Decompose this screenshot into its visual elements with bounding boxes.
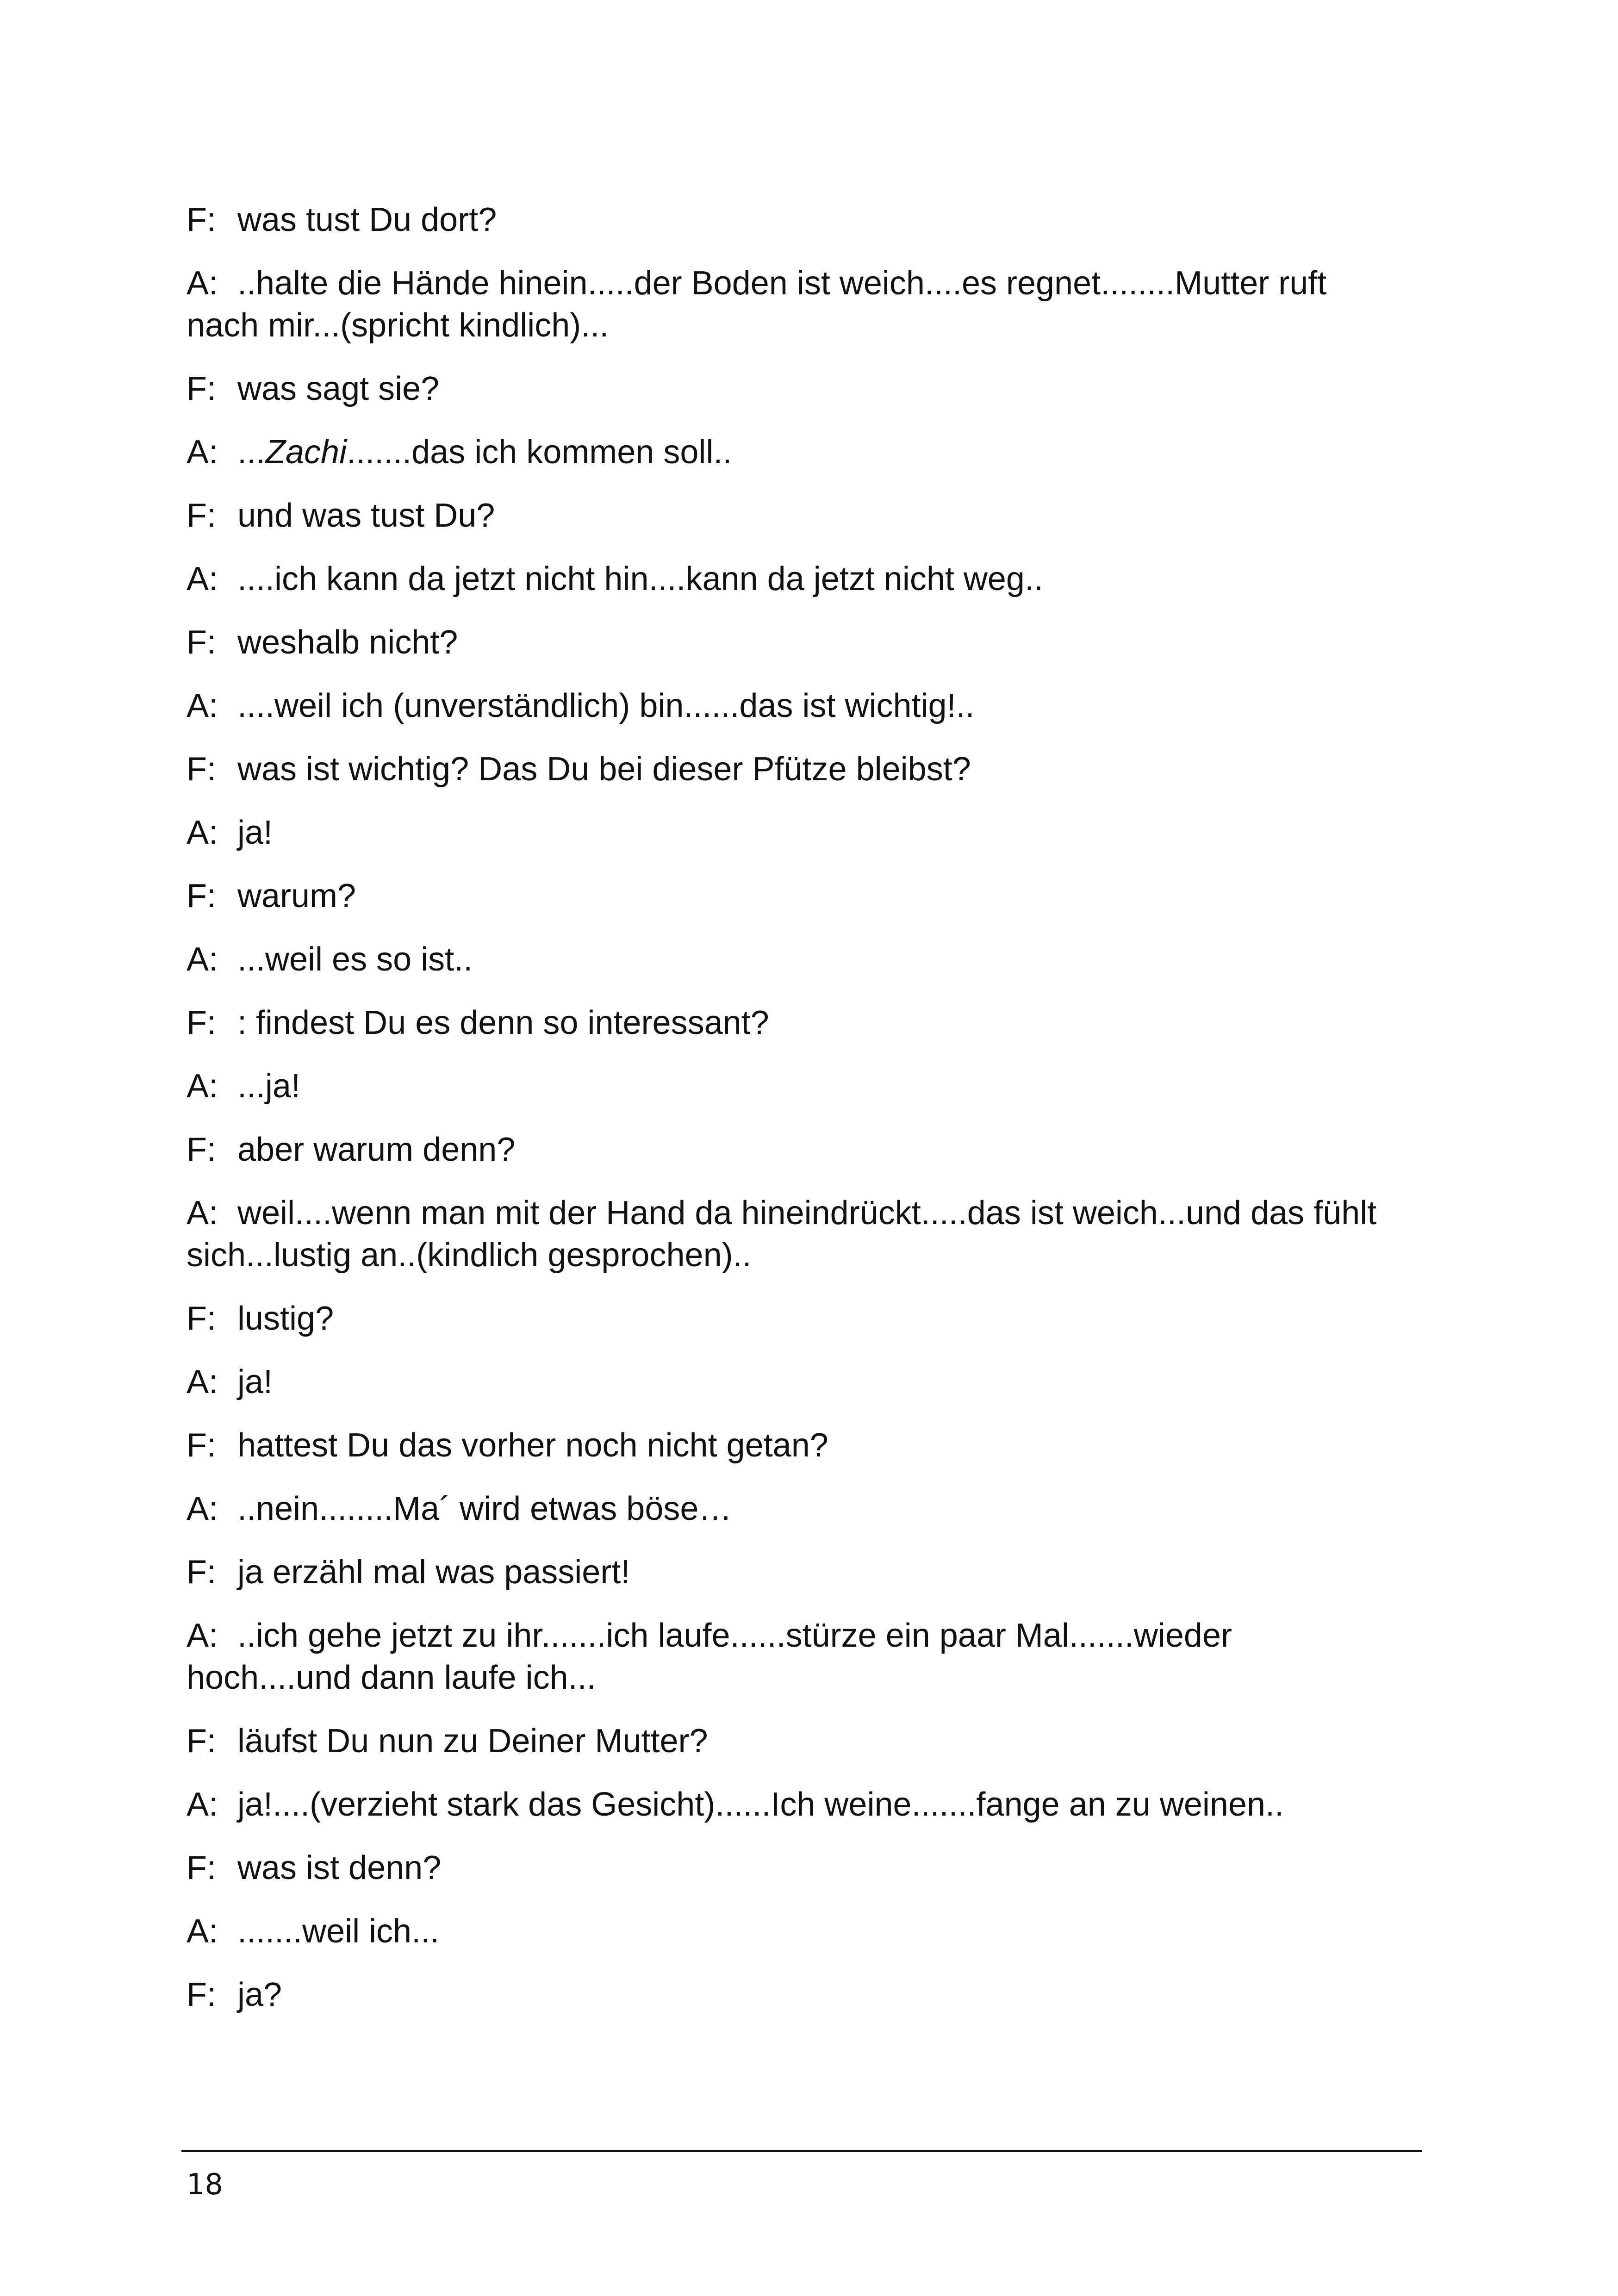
speaker-label: A:	[187, 1617, 218, 1654]
utterance-text: aber warum denn?	[237, 1131, 516, 1168]
utterance-text: ja!....(verzieht stark das Gesicht)......Ich weine.......fange an zu weinen..	[237, 1786, 1284, 1823]
utterance-suffix: .......das ich kommen soll..	[347, 434, 732, 471]
speaker-label: F:	[187, 1723, 216, 1760]
transcript-line	[187, 495, 1399, 537]
utterance-text: ja!	[237, 1363, 273, 1400]
page-number: 18	[187, 2167, 223, 2201]
utterance-text: was ist denn?	[237, 1849, 442, 1886]
utterance-text: läufst Du nun zu Deiner Mutter?	[237, 1723, 708, 1760]
utterance-text: weil....wenn man mit der Hand da hineindrückt.....das ist weich...und das fühlt sich...lustig an..(kindlich gesprochen)..	[187, 1195, 1377, 1274]
utterance-text: ....weil ich (unverständlich) bin......das ist wichtig!..	[237, 687, 975, 724]
transcript-line	[187, 1488, 1399, 1530]
speaker-label: F:	[187, 1554, 216, 1591]
utterance-text: ja!	[237, 814, 273, 851]
utterance-text: ..nein........Ma´ wird etwas böse…	[237, 1490, 732, 1527]
utterance-text: ..halte die Hände hinein.....der Boden ist weich....es regnet........Mutter ruft nach mir...(spricht kindlich)...	[187, 265, 1327, 344]
transcript-line	[187, 558, 1399, 600]
transcript-line	[187, 1615, 1399, 1699]
speaker-label: A:	[187, 434, 218, 471]
utterance-text: lustig?	[237, 1300, 334, 1337]
utterance-italic-name: Zachi	[265, 434, 347, 471]
utterance-text: weshalb nicht?	[237, 624, 458, 661]
speaker-label: F:	[187, 497, 216, 534]
utterance-text: ...weil es so ist..	[237, 941, 473, 978]
utterance-text: ja?	[237, 1976, 282, 2013]
speaker-label: A:	[187, 1068, 218, 1105]
transcript-line	[187, 748, 1399, 790]
transcript-line	[187, 1551, 1399, 1593]
transcript-line	[187, 199, 1399, 241]
speaker-label: F:	[187, 370, 216, 407]
speaker-label: F:	[187, 1004, 216, 1041]
speaker-label: F:	[187, 877, 216, 915]
utterance-text: was ist wichtig? Das Du bei dieser Pfütze bleibst?	[237, 751, 971, 788]
speaker-label: A:	[187, 687, 218, 724]
transcript-line	[187, 1129, 1399, 1171]
utterance-text: : findest Du es denn so interessant?	[237, 1004, 769, 1041]
utterance-text: warum?	[237, 877, 356, 915]
utterance-text: ..ich gehe jetzt zu ihr.......ich laufe......stürze ein paar Mal.......wieder hoch....und dann laufe ich...	[187, 1617, 1232, 1696]
speaker-label: A:	[187, 941, 218, 978]
utterance-text: ja erzähl mal was passiert!	[237, 1554, 630, 1591]
transcript-line	[187, 431, 1399, 473]
transcript-line	[187, 368, 1399, 410]
utterance-text: hattest Du das vorher noch nicht getan?	[237, 1427, 828, 1464]
transcript-line	[187, 1002, 1399, 1044]
speaker-label: F:	[187, 1131, 216, 1168]
utterance-prefix: ...	[237, 434, 266, 471]
transcript-line	[187, 1425, 1399, 1467]
speaker-label: A:	[187, 560, 218, 597]
transcript-line	[187, 622, 1399, 664]
transcript-line	[187, 1298, 1399, 1340]
transcript-line	[187, 812, 1399, 854]
transcript-line	[187, 1361, 1399, 1403]
transcript-line	[187, 1192, 1399, 1276]
speaker-label: A:	[187, 1363, 218, 1400]
speaker-label: F:	[187, 751, 216, 788]
utterance-text: ...ja!	[237, 1068, 301, 1105]
speaker-label: F:	[187, 1427, 216, 1464]
transcript-line	[187, 685, 1399, 727]
utterance-text	[237, 434, 732, 471]
utterance-text: was sagt sie?	[237, 370, 440, 407]
transcript-line	[187, 939, 1399, 981]
transcript-line	[187, 1910, 1399, 1953]
speaker-label: F:	[187, 1300, 216, 1337]
speaker-label: A:	[187, 1490, 218, 1527]
transcript-line	[187, 1720, 1399, 1762]
utterance-text: was tust Du dort?	[237, 201, 497, 238]
speaker-label: F:	[187, 1976, 216, 2013]
speaker-label: F:	[187, 201, 216, 238]
transcript-line	[187, 1065, 1399, 1108]
transcript-line	[187, 875, 1399, 917]
speaker-label: A:	[187, 814, 218, 851]
speaker-label: A:	[187, 265, 218, 302]
transcript-line	[187, 1847, 1399, 1889]
footer-divider	[181, 2150, 1422, 2152]
interview-transcript	[187, 199, 1399, 2037]
speaker-label: F:	[187, 1849, 216, 1886]
speaker-label: A:	[187, 1195, 218, 1232]
speaker-label: A:	[187, 1913, 218, 1950]
speaker-label: A:	[187, 1786, 218, 1823]
transcript-line	[187, 1974, 1399, 2016]
transcript-line	[187, 262, 1399, 347]
transcript-line	[187, 1784, 1399, 1826]
utterance-text: .......weil ich...	[237, 1913, 440, 1950]
utterance-text: und was tust Du?	[237, 497, 495, 534]
utterance-text: ....ich kann da jetzt nicht hin....kann da jetzt nicht weg..	[237, 560, 1043, 597]
speaker-label: F:	[187, 624, 216, 661]
